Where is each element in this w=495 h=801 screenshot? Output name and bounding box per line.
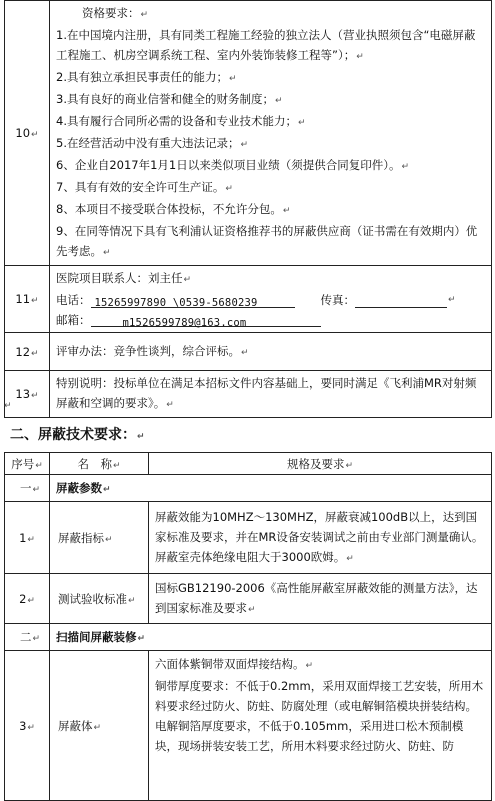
table-row	[5, 574, 492, 624]
phone-value: 15265997890 \0539-5680239	[91, 293, 295, 308]
group-title: 屏蔽参数↵	[50, 475, 492, 502]
row-spec: 国标GB12190-2006《高性能屏蔽室屏蔽效能的测量方法》，达到国家标准及要求↵	[149, 574, 492, 624]
table-row	[5, 502, 492, 574]
group-seq: 二↵	[5, 624, 50, 651]
phone-label: 电话：	[56, 293, 91, 307]
row-seq: 3↵	[5, 651, 50, 801]
row-number: 12↵	[5, 333, 50, 371]
shielding-spec-table	[4, 452, 492, 801]
email-label: 邮箱：	[56, 313, 91, 327]
special-note-cell: 特别说明：投标单位在满足本招标文件内容基础上，要同时满足《飞利浦MR对射频屏蔽和空调的要求》。↵	[50, 371, 492, 418]
row-number: 11↵	[5, 266, 50, 333]
requirement-item: 3.具有良好的商业信誉和健全的财务制度；↵	[56, 92, 283, 106]
table-row	[5, 651, 492, 801]
contact-person: 医院项目联系人：刘主任	[56, 271, 183, 285]
group-row	[5, 475, 492, 502]
header-seq: 序号↵	[5, 453, 50, 475]
requirement-item: 9、在同等情况下具有飞利浦认证资格推荐书的屏蔽供应商（证书需在有效期内）优先考虑。↵	[56, 224, 478, 258]
fax-value	[355, 293, 447, 308]
evaluation-method-cell: 评审办法：竞争性谈判，综合评标。↵	[50, 333, 492, 371]
section-heading: 二、屏蔽技术要求：↵	[10, 427, 145, 443]
row-seq: 1↵	[5, 502, 50, 574]
row-name: 屏蔽指标↵	[50, 502, 149, 574]
row-spec: 六面体紫铜带双面焊接结构。↵ 铜带厚度要求：不低于0.2mm，采用双面焊接工艺安装，所用木料要求经过防火、防蛀、防腐处理（或电解铜箔模块拼装结构。电解铜箔厚度要求，不低于0.105mm，采用进口松木预制模块，现场拼装安装工艺，所用木料要求经过防火、防蛀、防	[149, 651, 492, 801]
row-name: 测试验收标准↵	[50, 574, 149, 624]
email-value: m1526599789@163.com	[91, 313, 321, 327]
requirement-item: 1.在中国境内注册，具有同类工程施工经验的独立法人（营业执照须包含“电磁屏蔽工程施工、机房空调系统工程、室内外装饰装修工程等”）；↵	[56, 28, 476, 62]
fax-label: 传真：	[320, 293, 355, 307]
row-name: 屏蔽体↵	[50, 651, 149, 801]
row-spec: 屏蔽效能为10MHZ～130MHZ，屏蔽衰减100dB以上，达到国家标准及要求，并在MR设备安装调试之前由专业部门测量确认。屏蔽室壳体绝缘电阻大于3000欧姆。↵	[149, 502, 492, 574]
row-number: 13↵	[5, 371, 50, 418]
header-spec: 规格及要求↵	[149, 453, 492, 475]
group-row	[5, 624, 492, 651]
row-number: 10↵	[5, 1, 50, 266]
qualification-title: 资格要求：	[82, 6, 140, 20]
requirement-item: 6、企业自2017年1月1日以来类似项目业绩（须提供合同复印件）。↵	[56, 158, 410, 172]
requirements-table	[4, 0, 492, 418]
group-title: 扫描间屏蔽装修↵	[50, 624, 492, 651]
paragraph-mark: ↵	[4, 401, 12, 411]
row-seq: 2↵	[5, 574, 50, 624]
requirement-item: 5.在经营活动中没有重大违法记录；↵	[56, 136, 249, 150]
header-name: 名 称↵	[50, 453, 149, 475]
table-header-row	[5, 453, 492, 475]
contact-cell: 医院项目联系人：刘主任↵ 电话： 15265997890 \0539-5680239 传真： ↵ 邮箱： m1526599789@163.com	[50, 266, 492, 333]
qualification-requirements-cell: 资格要求：↵ 1.在中国境内注册，具有同类工程施工经验的独立法人（营业执照须包含“电磁屏蔽工程施工、机房空调系统工程、室内外装饰装修工程等”）；↵ 2.具有独立承担民事责任的能力；↵ 3.具有良好的商业信誉和健全的财务制度；↵ 4.具有履行合同所必需的设备和专业技术能力；↵ 5.在经营活动中没有重大违法记录；↵ 6、企业自2017年1月1日以来类似项目业绩（须提供合同复印件）。↵ 7、具有有效的安全许可生产证。↵ 8、本项目不接受联合体投标，不允许分包。↵ 9、在同等情况下具有飞利浦认证资格推荐书的屏蔽供应商（证书需在有效期内）优先考虑。↵	[50, 1, 492, 266]
requirement-item: 4.具有履行合同所必需的设备和专业技术能力；↵	[56, 114, 306, 128]
requirement-item: 8、本项目不接受联合体投标，不允许分包。↵	[56, 202, 291, 216]
requirement-item: 2.具有独立承担民事责任的能力；↵	[56, 70, 237, 84]
group-seq: 一↵	[5, 475, 50, 502]
requirement-item: 7、具有有效的安全许可生产证。↵	[56, 180, 233, 194]
